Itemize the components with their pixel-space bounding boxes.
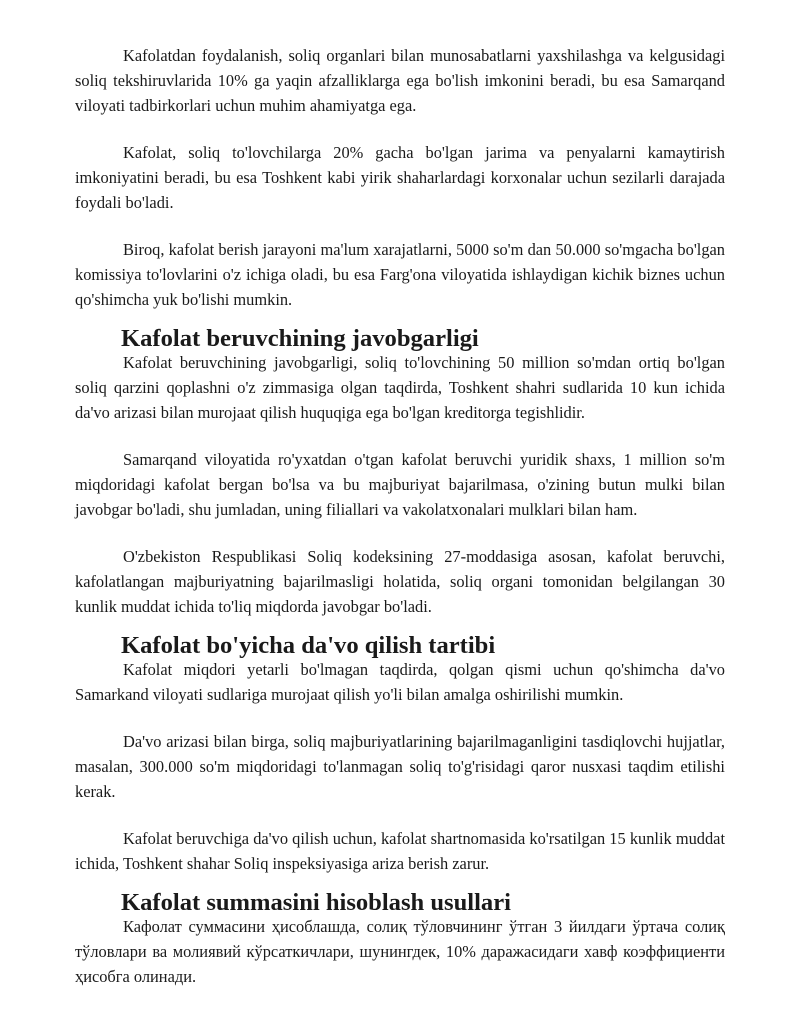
section-intro bbox=[75, 43, 725, 312]
section-heading: Kafolat bo'yicha da'vo qilish tartibi bbox=[121, 632, 496, 659]
section-guarantor-liability bbox=[75, 325, 725, 619]
paragraph: Kafolat beruvchining javobgarligi, soliq to'lovchining 50 million so'mdan ortiq bo'lgan soliq qarzini qoplashni o'z zimmasiga olgan taqdirda, Toshkent shahri sudlarida 10 kun ichida da'vo arizasi bilan murojaat qilish huquqiga ega bo'lgan kreditorga tegishlidir. bbox=[75, 353, 725, 422]
paragraph: Kafolat beruvchiga da'vo qilish uchun, kafolat shartnomasida ko'rsatilgan 15 kunlik muddat ichida, Toshkent shahar Soliq inspeksiyasiga ariza berish zarur. bbox=[75, 829, 725, 873]
paragraph: Kafolat, soliq to'lovchilarga 20% gacha bo'lgan jarima va penyalarni kamaytirish imkoniyatini beradi, bu esa Toshkent kabi yirik shaharlardagi korxonalar uchun sezilarli darajada foydali bo'ladi. bbox=[75, 143, 725, 212]
section-calculation-methods bbox=[75, 889, 725, 989]
paragraph: Kafolat miqdori yetarli bo'lmagan taqdirda, qolgan qismi uchun qo'shimcha da'vo Samarkand viloyati sudlariga murojaat qilish yo'li bilan amalga oshirilishi mumkin. bbox=[75, 660, 725, 704]
paragraph: Кафолат суммасини ҳисоблашда, солиқ тўловчининг ўтган 3 йилдаги ўртача солиқ тўловлари ва молиявий кўрсаткичлари, шунингдек, 10% даражасидаги хавф коэффициенти ҳисобга олинади. bbox=[75, 917, 725, 986]
section-claim-procedure bbox=[75, 632, 725, 876]
paragraph: Biroq, kafolat berish jarayoni ma'lum xarajatlarni, 5000 so'm dan 50.000 so'mgacha bo'lgan komissiya to'lovlarini o'z ichiga oladi, bu esa Farg'ona viloyatida ishlaydigan kichik biznes uchun qo'shimcha yuk bo'lishi mumkin. bbox=[75, 240, 725, 309]
paragraph: Da'vo arizasi bilan birga, soliq majburiyatlarining bajarilmaganligini tasdiqlovchi hujjatlar, masalan, 300.000 so'm miqdoridagi to'lanmagan soliq to'g'risidagi qaror nusxasi taqdim etilishi kerak. bbox=[75, 732, 725, 801]
paragraph: Kafolatdan foydalanish, soliq organlari bilan munosabatlarni yaxshilashga va kelgusidagi soliq tekshiruvlarida 10% ga yaqin afzalliklarga ega bo'lish imkonini beradi, bu esa Samarqand viloyati tadbirkorlari uchun muhim ahamiyatga ega. bbox=[75, 46, 725, 115]
section-heading: Kafolat summasini hisoblash usullari bbox=[121, 889, 511, 916]
document-page bbox=[75, 43, 725, 989]
paragraph: O'zbekiston Respublikasi Soliq kodeksining 27-moddasiga asosan, kafolat beruvchi, kafolatlangan majburiyatning bajarilmasligi holatida, soliq organi tomonidan belgilangan 30 kunlik muddat ichida to'liq miqdorda javobgar bo'ladi. bbox=[75, 547, 725, 616]
paragraph: Samarqand viloyatida ro'yxatdan o'tgan kafolat beruvchi yuridik shaxs, 1 million so'm miqdoridagi kafolat bergan bo'lsa va bu majburiyat bajarilmasa, o'zining butun mulki bilan javobgar bo'ladi, shu jumladan, uning filiallari va vakolatxonalari mulklari bilan ham. bbox=[75, 450, 725, 519]
section-heading: Kafolat beruvchining javobgarligi bbox=[121, 325, 479, 352]
